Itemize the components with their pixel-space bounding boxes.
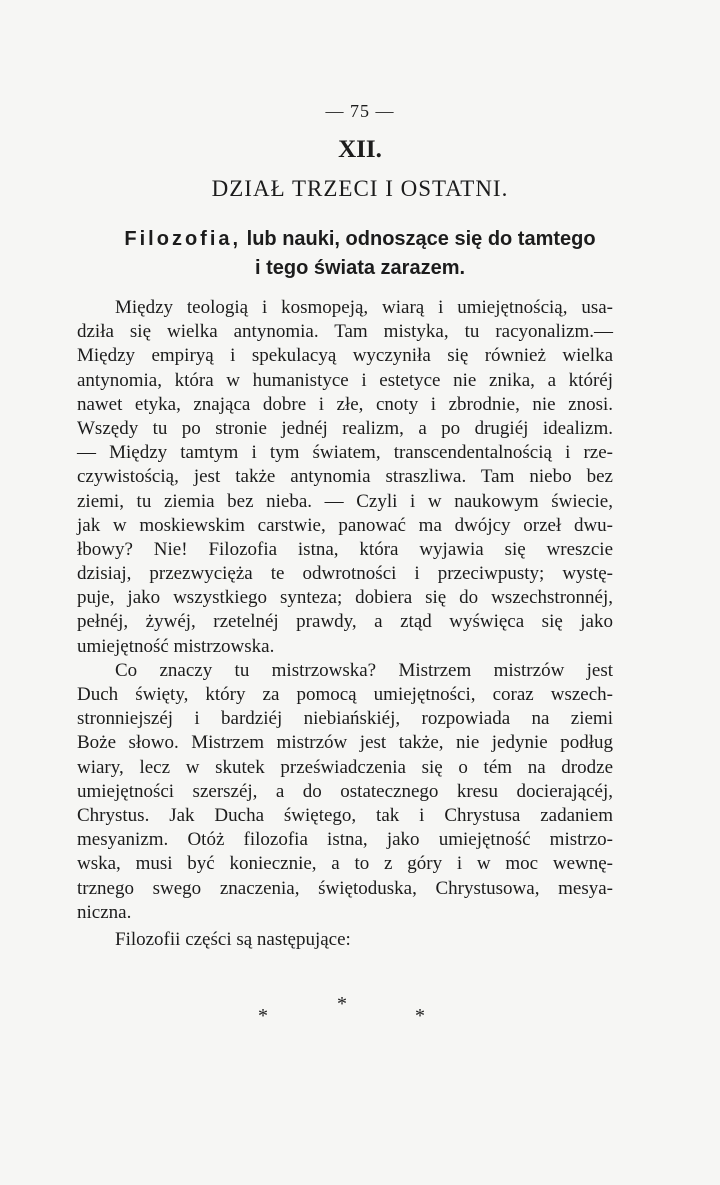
star-ornament: *: [337, 993, 347, 1015]
text-line: wska, musi być koniecznie, a to z góry i w moc wewnę-: [77, 853, 613, 875]
subtitle-keyword: Filozofia,: [124, 228, 242, 250]
text-line: Filozofii części są następujące:: [115, 928, 351, 950]
text-line: umiejętności szerszéj, a do ostatecznego kresu docierającéj,: [77, 780, 613, 802]
text-line: Boże słowo. Mistrzem mistrzów jest także, nie jedynie podług: [77, 732, 613, 754]
text-line: Duch święty, który za pomocą umiejętności, coraz wszech-: [77, 684, 613, 705]
text-line: czywistością, jest także antynomia straszliwa. Tam niebo bez: [77, 466, 613, 488]
text-line: puje, jako wszystkiego synteza; dobiera się do wszechstronnéj,: [77, 587, 613, 609]
section-separator: [0, 993, 720, 1029]
text-line: stronniejszéj i bardziéj niebiańskiéj, rozpowiada na ziemi: [77, 708, 613, 730]
text-line: mesyanizm. Otóż filozofia istna, jako umiejętność mistrzo-: [77, 829, 613, 851]
text-line: nawet etyka, znająca dobre i złe, cnoty i zbrodnie, nie znosi.: [77, 393, 613, 415]
text-line: dziła się wielka antynomia. Tam mistyka, tu racyonalizm.—: [77, 321, 613, 343]
text-line: Wszędy tu po stronie jednéj realizm, a po drugiéj idealizm.: [77, 417, 613, 439]
chapter-number: XII.: [338, 136, 382, 163]
text-line: Co znaczy tu mistrzowska? Mistrzem mistrzów jest: [115, 659, 613, 681]
text-line: ziemi, tu ziemia bez nieba. — Czyli i w naukowym świecie,: [77, 490, 613, 512]
star-ornament: *: [415, 1005, 425, 1027]
text-line: dzisiaj, przezwycięża te odwrotności i przeciwpusty; wystę-: [77, 563, 613, 585]
text-line: — Między tamtym i tym światem, transcendentalnością i rze-: [77, 442, 613, 464]
section-title: DZIAŁ TRZECI I OSTATNI.: [211, 176, 509, 201]
text-line: Między teologią i kosmopeją, wiarą i umiejętnością, usa-: [115, 297, 613, 318]
section-subtitle: [90, 225, 630, 283]
subtitle-line-1: [90, 225, 630, 254]
subtitle-line-2: i tego świata zarazem.: [254, 257, 466, 279]
text-line: łbowy? Nie! Filozofia istna, która wyjawia się wreszcie: [77, 538, 613, 560]
text-line: Chrystus. Jak Ducha świętego, tak i Chrystusa zadaniem: [77, 804, 613, 826]
text-line: Między empiryą i spekulacyą wyczyniła się również wielka: [77, 345, 613, 367]
text-line: jak w moskiewskim carstwie, panować ma dwójcy orzeł dwu-: [77, 514, 613, 536]
text-line: pełnéj, żywéj, rzetelnéj prawdy, a ztąd wyświęca się jako: [77, 611, 613, 633]
subtitle-rest: lub nauki, odnoszące się do tamtego: [246, 228, 596, 250]
text-line: trznego swego znaczenia, świętoduska, Chrystusowa, mesya-: [77, 877, 613, 899]
body-text: [77, 296, 613, 952]
text-line: antynomia, która w humanistyce i estetyce nie znika, a któréj: [77, 369, 613, 391]
text-line: niczna.: [77, 901, 132, 923]
text-line: umiejętność mistrzowska.: [77, 635, 275, 657]
page-number: — 75 —: [325, 101, 395, 121]
star-ornament: *: [258, 1005, 268, 1027]
text-line: wiary, lecz w skutek przeświadczenia się o tém na drodze: [77, 756, 613, 778]
